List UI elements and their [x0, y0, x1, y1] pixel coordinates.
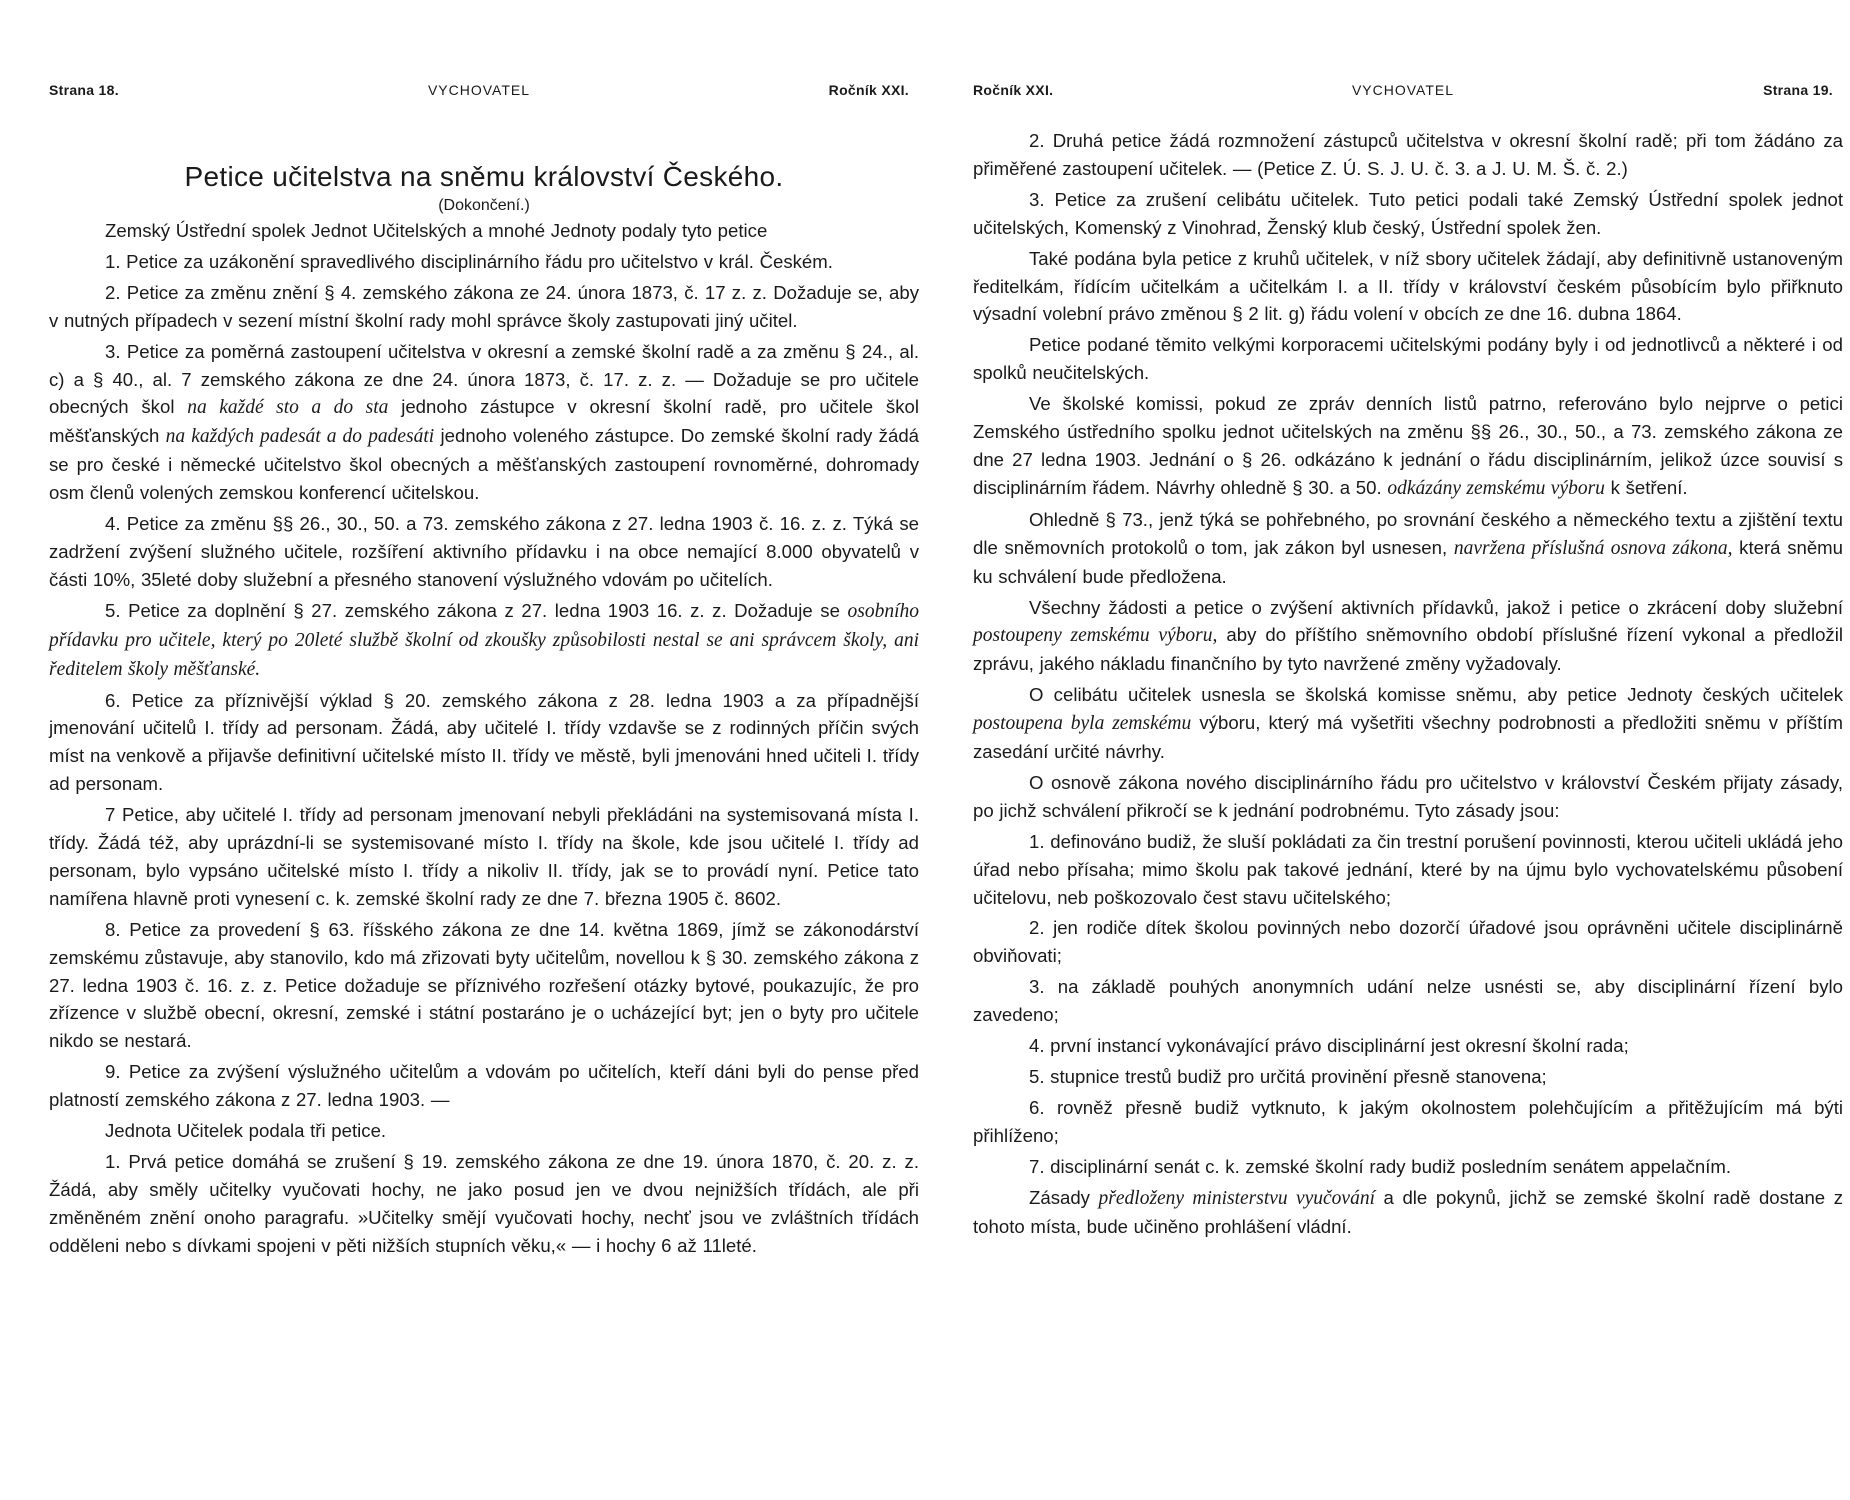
- paragraph-text: 3. na základě pouhých anonymních udání nelze usnésti se, aby disciplinární řízení bylo zavedeno;: [973, 976, 1843, 1026]
- paragraph: [49, 510, 919, 594]
- paragraph-text: aby do příštího sněmovního období příslušné řízení vykonal a předložil zprávu, jakého nákladu finančního by tyto navržené změny vyžadovaly.: [973, 624, 1843, 675]
- paragraph-text: k šetření.: [1604, 476, 1688, 498]
- paragraph-text: která sněmu ku schválení bude předložena.: [973, 536, 1843, 587]
- paragraph: [973, 1094, 1843, 1150]
- paragraph: [973, 973, 1843, 1029]
- right-page-body: [973, 127, 1843, 1240]
- paragraph-text: 5. stupnice trestů budiž pro určitá provinění přesně stanovena;: [1029, 1066, 1547, 1087]
- paragraph-text: Jednota Učitelek podala tři petice.: [105, 1120, 387, 1142]
- emphasis-text: na každých padesát a do padesáti: [165, 426, 435, 448]
- paragraph-text: O celibátu učitelek usnesla se školská komisse sněmu, aby petice Jednoty českých učitelek: [1029, 684, 1843, 706]
- right-page-header: [973, 82, 1833, 104]
- paragraph-text: Petice podané těmito velkými korporacemi učitelskými podány byly i od jednotlivců a některé i od spolků neučitelských.: [973, 334, 1843, 384]
- paragraph-text: a dle pokynů, jichž se zemské školní radě dostane z tohoto místa, bude učiněno prohlášení vládní.: [973, 1186, 1843, 1237]
- paragraph: [49, 597, 919, 684]
- paragraph: [49, 801, 919, 913]
- paragraph: [973, 828, 1843, 912]
- journal-name: VYCHOVATEL: [1351, 82, 1455, 98]
- paragraph-text: 1. definováno budiž, že sluší pokládati za čin trestní porušení povinnosti, kterou učiteli ukládá jeho úřad nebo přísaha; mimo školu pak takové jednání, které by na újmu bylo vychovatelskému působení učitelovu, neb poškozovalo čest stavu učitelského;: [973, 830, 1843, 908]
- paragraph-text: O osnově zákona nového disciplinárního řádu pro učitelstvo v království Českém přijaty zásady, po jichž schválení přikročí se k jednání podrobnému. Tyto zásady jsou:: [973, 771, 1843, 821]
- paragraph: [49, 217, 919, 245]
- paragraph: [973, 127, 1843, 183]
- paragraph: [49, 338, 919, 507]
- paragraph-text: Zásady: [1029, 1186, 1099, 1208]
- emphasis-text: navržena příslušná osnova zákona,: [1453, 537, 1733, 559]
- paragraph-text: 4. Petice za změnu §§ 26., 30., 50. a 73. zemského zákona z 27. ledna 1903 č. 16. z. z. Týká se zadržení zvýšení služného učitele, rozšíření aktivního přídavku i na obce nemající 8.000 obyvatelů v části 10%, 35leté doby služební a přesného stanovení výslužného vdovám po učitelích.: [49, 513, 919, 590]
- paragraph: [973, 1184, 1843, 1241]
- left-page-header: [49, 82, 909, 104]
- emphasis-text: předloženy ministerstvu vyučování: [1098, 1187, 1375, 1209]
- paragraph: [973, 594, 1843, 679]
- paragraph: [973, 506, 1843, 591]
- paragraph-text: Zemský Ústřední spolek Jednot Učitelských a mnohé Jednoty podaly tyto petice: [105, 220, 768, 241]
- emphasis-text: postoupena byla zemskému: [973, 713, 1192, 735]
- paragraph-text: 3. Petice za poměrná zastoupení učitelstva v okresní a zemské školní radě a za změnu § 24., al. c) a § 40., al. 7 zemského zákona ze dne 24. února 1873, č. 17. z. z. — Dožaduje se pro učitele obecných škol: [49, 340, 919, 418]
- paragraph: [49, 1058, 919, 1114]
- paragraph-text: 3. Petice za zrušení celibátu učitelek. Tuto petici podali také Zemský Ústřední spolek jednot učitelských, Komenský z Vinohrad, Ženský klub český, Ústřední spolek žen.: [973, 188, 1843, 238]
- paragraph-text: Také podána byla petice z kruhů učitelek, v níž sbory učitelek žádají, aby definitivně ustanoveným ředitelkám, řídícím učitelkám a učitelkám I. a II. třídy v království českém působícím bylo přiřknuto výsadní volební právo změnou § 2 lit. g) řádu volení v obcích ze dne 16. dubna 1864.: [973, 247, 1843, 325]
- paragraph: [49, 916, 919, 1056]
- paragraph: [973, 186, 1843, 242]
- paragraph-text: 8. Petice za provedení § 63. říšského zákona ze dne 14. května 1869, jímž se zákonodárství zemskému zůstavuje, aby stanovilo, kdo má zřizovati byty učitelům, novellou k § 30. zemského zákona z 27. ledna 1903 č. 16. z. z. Petice dožaduje se příznivého rozřešení otázky bytové, poukazujíc, že pro zřízence v službě obecní, okresní, zemské i státní postaráno je o ucházející byt; jen o byty pro učitele nikdo se nestará.: [49, 918, 919, 1052]
- paragraph: [973, 914, 1843, 970]
- paragraph: [973, 1032, 1843, 1060]
- volume-label: Ročník XXI.: [973, 82, 1054, 98]
- volume-label: Ročník XXI.: [828, 82, 909, 98]
- emphasis-text: na každé sto a do sta: [187, 397, 389, 419]
- paragraph: [973, 245, 1843, 329]
- paragraph: [49, 248, 919, 276]
- paragraph: [49, 1148, 919, 1260]
- emphasis-text: odkázány zemskému výboru: [1387, 477, 1605, 499]
- paragraph-text: jednoho zástupce v okresní školní radě, pro učitele škol měšťanských: [49, 396, 919, 447]
- page-number: Strana 18.: [49, 82, 119, 98]
- paragraph-text: 9. Petice za zvýšení výslužného učitelům a vdovám po učitelích, kteří dáni byli do pense před platností zemského zákona z 27. ledna 1903. —: [49, 1061, 919, 1111]
- paragraph-text: 1. Petice za uzákonění spravedlivého disciplinárního řádu pro učitelstvo v král. Českém.: [105, 250, 833, 272]
- paragraph-text: Ohledně § 73., jenž týká se pohřebného, po srovnání českého a německého textu a zjištění textu dle sněmovních protokolů o tom, jak zákon byl usnesen,: [973, 508, 1843, 558]
- paragraph: [49, 1117, 919, 1145]
- paragraph: [49, 279, 919, 335]
- emphasis-text: postoupeny zemskému výboru,: [973, 625, 1218, 647]
- paragraph-text: 2. jen rodiče dítek školou povinných nebo dozorčí úřadové jsou oprávněni učitele disciplinárně obviňovati;: [973, 917, 1843, 967]
- paragraph-text: 5. Petice za doplnění § 27. zemského zákona z 27. ledna 1903 16. z. z. Dožaduje se: [105, 599, 848, 621]
- paragraph: [973, 331, 1843, 387]
- paragraph-text: 7 Petice, aby učitelé I. třídy ad personam jmenovaní nebyli překládáni na systemisovaná místa I. třídy. Žádá též, aby uprázdní-li se systemisované místo I. třídy na škole, kde jsou učitelé I. třídy ad personam, bylo vypsáno učitelské místo I. třídy a nikoliv II. třídy, jak se to provádí nyní. Petice tato namířena hlavně proti vynesení c. k. zemské školní rady ze dne 7. března 1905 č. 8602.: [49, 804, 919, 909]
- paragraph-text: 1. Prvá petice domáhá se zrušení § 19. zemského zákona ze dne 19. února 1870, č. 20. z. z. Žádá, aby směly učitelky vyučovati hochy, ne jako posud jen ve dvou nejnižších třídách, ale při změněném znění onoho paragrafu. »Učitelky smějí vyučovati hochy, nechť jsou ve zvláštních třídách odděleni nebo s dívkami spojeni v pěti nižších stupních věku,« — i hochy 6 až 11leté.: [49, 1151, 919, 1256]
- emphasis-text: osobního přídavku pro učitele, který po 20leté službě školní od zkoušky způsobilosti nestal se ani správcem školy, ani ředitelem školy měšťanské.: [49, 600, 919, 680]
- paragraph-text: jednoho voleného zástupce. Do zemské školní rady žádá se pro české i německé učitelstvo škol obecných a měšťanských zastoupení rovnoměrné, dohromady osm členů volených zemskou konferencí učitelskou.: [49, 425, 920, 504]
- paragraph: [973, 681, 1843, 766]
- paragraph-text: Všechny žádosti a petice o zvýšení aktivních přídavků, jakož i petice o zkrácení doby služební: [1029, 596, 1843, 618]
- paragraph: [973, 769, 1843, 825]
- paragraph-text: 7. disciplinární senát c. k. zemské školní rady budiž posledním senátem appelačním.: [1029, 1155, 1732, 1177]
- article-title: Petice učitelstva na sněmu království Českého.: [184, 161, 784, 192]
- paragraph-text: 2. Druhá petice žádá rozmnožení zástupců učitelstva v okresní školní radě; při tom žádáno za přiměřené zastoupení učitelek. — (Petice Z. Ú. S. J. U. č. 3. a J. U. M. Š. č. 2.): [973, 130, 1843, 179]
- paragraph-text: 2. Petice za změnu znění § 4. zemského zákona ze 24. února 1873, č. 17 z. z. Dožaduje se, aby v nutných případech v sezení místní školní rady mohl správce školy zastupovati jiný učitel.: [49, 281, 919, 331]
- paragraph-text: 6. rovněž přesně budiž vytknuto, k jakým okolnostem polehčujícím a přitěžujícím má býti přihlíženo;: [973, 1096, 1843, 1146]
- paragraph-text: Ve školské komissi, pokud ze zpráv denních listů patrno, referováno bylo nejprve o petici Zemského ústředního spolku jednot učitelských na změnu §§ 26., 30., 50., a 73. zemského zákona ze dne 27 ledna 1903. Jednání o § 26. odkázáno k jednání o řádu disciplinárním, jelikož úzce souvisí s disciplinárním řádem. Návrhy ohledně § 30. a 50.: [973, 393, 1843, 498]
- paragraph-text: 4. první instancí vykonávající právo disciplinární jest okresní školní rada;: [1029, 1035, 1629, 1057]
- paragraph: [973, 1153, 1843, 1181]
- page-number: Strana 19.: [1763, 82, 1833, 98]
- left-page-body: [49, 217, 919, 1260]
- journal-name: VYCHOVATEL: [427, 82, 531, 98]
- paragraph: [973, 1063, 1843, 1091]
- article-subtitle: (Dokončení.): [438, 197, 530, 214]
- paragraph: [973, 390, 1843, 503]
- paragraph: [49, 687, 919, 799]
- right-page: [925, 0, 1850, 1500]
- paragraph-text: výboru, který má vyšetřiti všechny podrobnosti a předložiti sněmu v příštím zasedání určité návrhy.: [973, 712, 1843, 763]
- paragraph-text: 6. Petice za příznivější výklad § 20. zemského zákona z 28. ledna 1903 a za případnější jmenování učitelů I. třídy ad personam. Žádá, aby učitelé I. třídy vzdavše se z rodinných příčin svých míst na venkově a přijavše definitivní učitelské místo II. třídy ve městě, byli jmenováni hned učiteli I. třídy ad personam.: [49, 689, 919, 795]
